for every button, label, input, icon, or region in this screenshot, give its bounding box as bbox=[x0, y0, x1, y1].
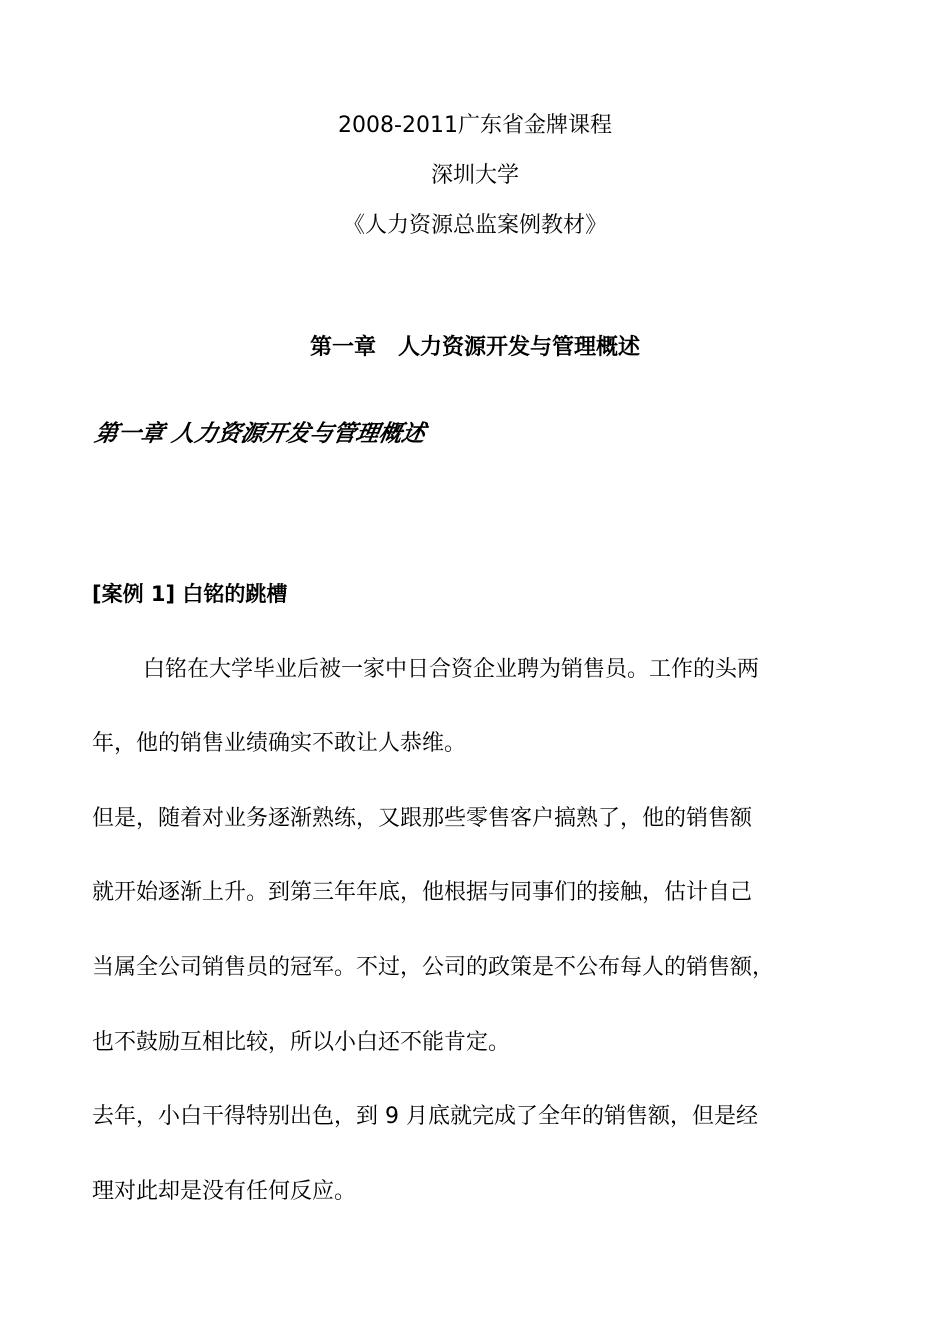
paragraph-line: 就开始逐渐上升。到第三年年底，他根据与同事们的接触，估计自己 bbox=[92, 880, 753, 905]
course-title: 2008-2011广东省金牌课程 bbox=[338, 113, 612, 138]
paragraph-line: 当属全公司销售员的冠军。不过，公司的政策是不公布每人的销售额， bbox=[92, 955, 775, 980]
chapter-subheading: 第一章 人力资源开发与管理概述 bbox=[92, 421, 428, 447]
paragraph-line: 年，他的销售业绩确实不敢让人恭维。 bbox=[92, 731, 467, 756]
paragraph-line: 但是，随着对业务逐渐熟练，又跟那些零售客户搞熟了，他的销售额 bbox=[92, 806, 753, 831]
university-name: 深圳大学 bbox=[430, 163, 519, 188]
case-title: [案例 1] 白铭的跳槽 bbox=[92, 582, 288, 606]
paragraph-line: 白铭在大学毕业后被一家中日合资企业聘为销售员。工作的头两 bbox=[143, 657, 760, 682]
book-title: 《人力资源总监案例教材》 bbox=[342, 213, 607, 238]
chapter-heading: 第一章 人力资源开发与管理概述 bbox=[309, 335, 640, 360]
paragraph-line: 理对此却是没有任何反应。 bbox=[92, 1179, 357, 1204]
paragraph-line: 也不鼓励互相比较，所以小白还不能肯定。 bbox=[92, 1030, 511, 1055]
paragraph-line: 去年，小白干得特别出色，到 9 月底就完成了全年的销售额，但是经 bbox=[92, 1104, 758, 1129]
